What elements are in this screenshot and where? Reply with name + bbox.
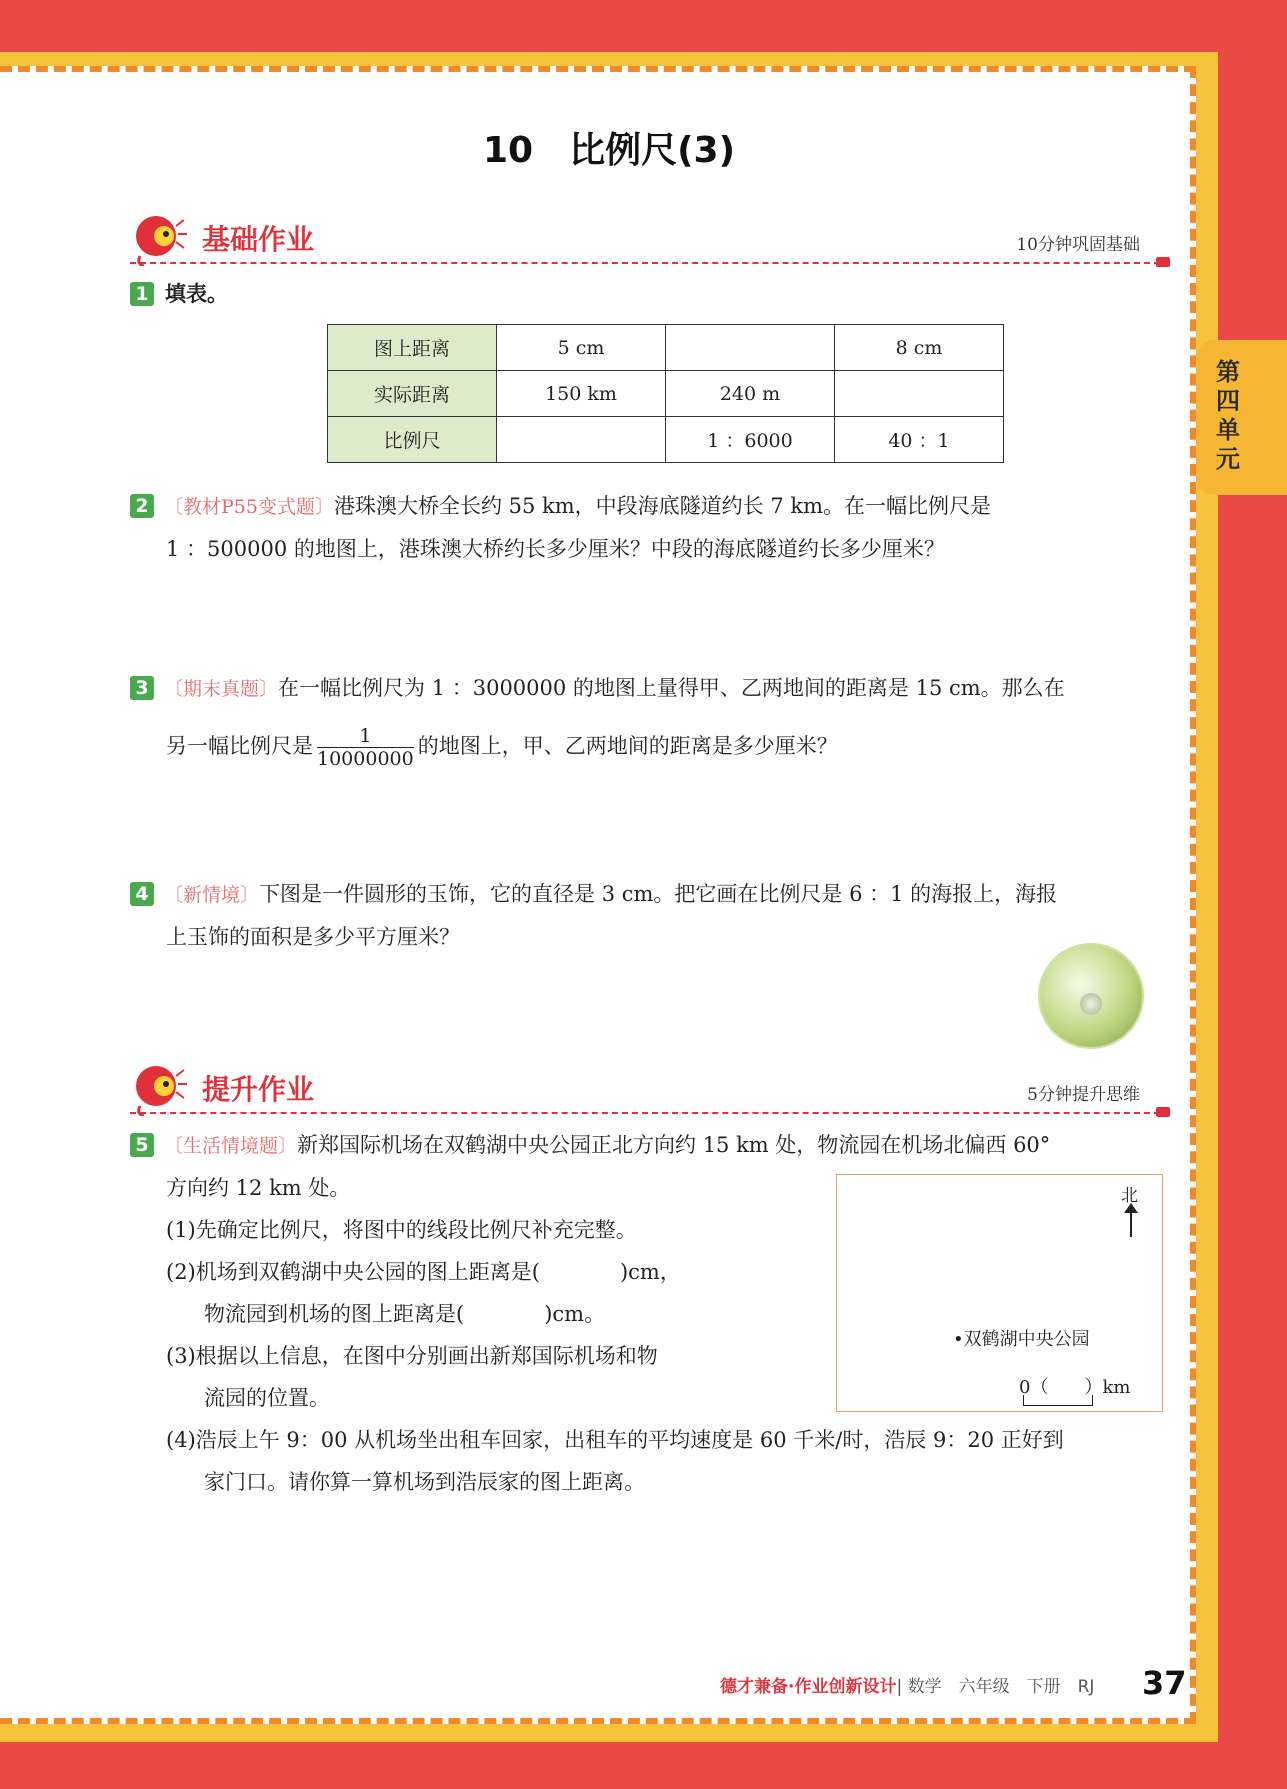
table-row	[328, 417, 1004, 463]
table-row	[328, 371, 1004, 417]
unit-side-tab-label: 第四单元	[1216, 358, 1240, 473]
question-4-line-1	[164, 879, 1057, 910]
question-5-sub-4b: 家门口。请你算一算机场到浩辰家的图上距离。	[204, 1470, 645, 1494]
question-tag: 〔新情境〕	[164, 884, 260, 906]
table-cell: 1 ：6000	[666, 417, 835, 463]
question-5-sub-4a: (4)浩辰上午 9：00 从机场坐出租车回家，出租车的平均速度是 60 千米/时，浩辰 9：20 正好到	[166, 1428, 1064, 1452]
page-number: 37	[1142, 1664, 1187, 1702]
section-rule-end	[1156, 1107, 1170, 1117]
question-text: 另一幅比例尺是	[166, 734, 313, 758]
table-cell: 240 m	[666, 371, 835, 417]
question-5-sub-3a: (3)根据以上信息，在图中分别画出新郑国际机场和物	[166, 1344, 658, 1368]
question-2-line-2: 1 ：500000 的地图上，港珠澳大桥约长多少厘米？中段的海底隧道约长多少厘米？	[166, 537, 945, 561]
table-row-header: 实际距离	[328, 371, 497, 417]
section-rule-end	[1156, 257, 1170, 267]
question-text: 港珠澳大桥全长约 55 km，中段海底隧道约长 7 km。在一幅比例尺是	[333, 494, 992, 518]
map-diagram[interactable]	[836, 1174, 1163, 1412]
question-text: 新郑国际机场在双鹤湖中央公园正北方向约 15 km 处，物流园在机场北偏西 60°	[297, 1133, 1051, 1157]
park-label: •双鹤湖中央公园	[953, 1329, 1090, 1350]
footer-brand: 德才兼备·作业创新设计	[720, 1677, 897, 1697]
question-2-line-1	[164, 491, 991, 522]
question-text: 的地图上，甲、乙两地间的距离是多少厘米？	[417, 734, 838, 758]
table-cell-blank[interactable]	[666, 325, 835, 371]
question-number: 5	[130, 1133, 154, 1157]
table-cell-blank[interactable]	[835, 371, 1004, 417]
section-label: 提升作业	[202, 1073, 315, 1106]
question-tag: 〔教材P55变式题〕	[164, 496, 334, 518]
north-arrow-shaft	[1130, 1209, 1132, 1237]
north-label: 北	[1121, 1186, 1138, 1206]
section-note: 10分钟巩固基础	[1016, 235, 1140, 255]
table-cell: 5 cm	[497, 325, 666, 371]
fraction	[317, 725, 414, 770]
table-row	[328, 325, 1004, 371]
question-3-line-2	[166, 716, 838, 776]
question-5-sub-1: (1)先确定比例尺，将图中的线段比例尺补充完整。	[166, 1218, 637, 1242]
question-5-line-2: 方向约 12 km 处。	[166, 1176, 351, 1200]
table-cell: 40 ：1	[835, 417, 1004, 463]
table-row-header: 比例尺	[328, 417, 497, 463]
jade-center	[1080, 993, 1102, 1015]
question-3-line-1	[164, 673, 1065, 704]
question-tag: 〔生活情境题〕	[164, 1135, 298, 1157]
question-text: 在一幅比例尺为 1 ：3000000 的地图上量得甲、乙两地间的距离是 15 cm。那么在	[278, 676, 1065, 700]
question-5-sub-2b	[204, 1299, 605, 1329]
fraction-denominator: 10000000	[317, 748, 414, 770]
mascot-icon	[130, 1062, 188, 1116]
table-cell: 8 cm	[835, 325, 1004, 371]
question-number: 3	[130, 676, 154, 700]
section-note: 5分钟提升思维	[1027, 1085, 1140, 1105]
footer	[720, 1672, 1094, 1697]
page-title: 10 比例尺(3)	[482, 130, 736, 171]
question-1-prompt: 填表。	[165, 282, 228, 306]
unit-side-tab	[1196, 340, 1287, 495]
scale-bar	[1023, 1395, 1093, 1406]
question-text: )cm，	[619, 1260, 681, 1284]
fraction-numerator: 1	[317, 725, 414, 748]
question-4-line-2: 上玉饰的面积是多少平方厘米？	[166, 925, 460, 949]
question-number: 2	[130, 494, 154, 518]
question-number: 4	[130, 882, 154, 906]
question-number: 1	[130, 282, 154, 306]
question-text: (2)机场到双鹤湖中央公园的图上距离是(	[166, 1260, 540, 1284]
table-row-header: 图上距离	[328, 325, 497, 371]
section-rule	[130, 262, 1160, 264]
jade-ornament-image	[1040, 945, 1142, 1047]
scale-bar-label: 0（ ）km	[1019, 1377, 1131, 1398]
section-header-basic	[130, 212, 1170, 272]
question-5-sub-3b: 流园的位置。	[204, 1386, 330, 1410]
scale-table	[327, 324, 1004, 463]
section-label: 基础作业	[202, 223, 315, 256]
mascot-icon	[130, 212, 188, 266]
table-cell: 150 km	[497, 371, 666, 417]
question-5-sub-2a	[166, 1257, 681, 1287]
question-5-line-1	[164, 1130, 1050, 1161]
question-text: 下图是一件圆形的玉饰，它的直径是 3 cm。把它画在比例尺是 6 ：1 的海报上，海报	[259, 882, 1058, 906]
question-text: 物流园到机场的图上距离是(	[204, 1302, 465, 1326]
section-rule	[130, 1112, 1160, 1114]
question-tag: 〔期末真题〕	[164, 678, 279, 700]
question-text: )cm。	[544, 1302, 606, 1326]
footer-info: | 数学 六年级 下册 RJ	[896, 1677, 1095, 1697]
table-cell-blank[interactable]	[497, 417, 666, 463]
section-header-advanced	[130, 1062, 1170, 1122]
